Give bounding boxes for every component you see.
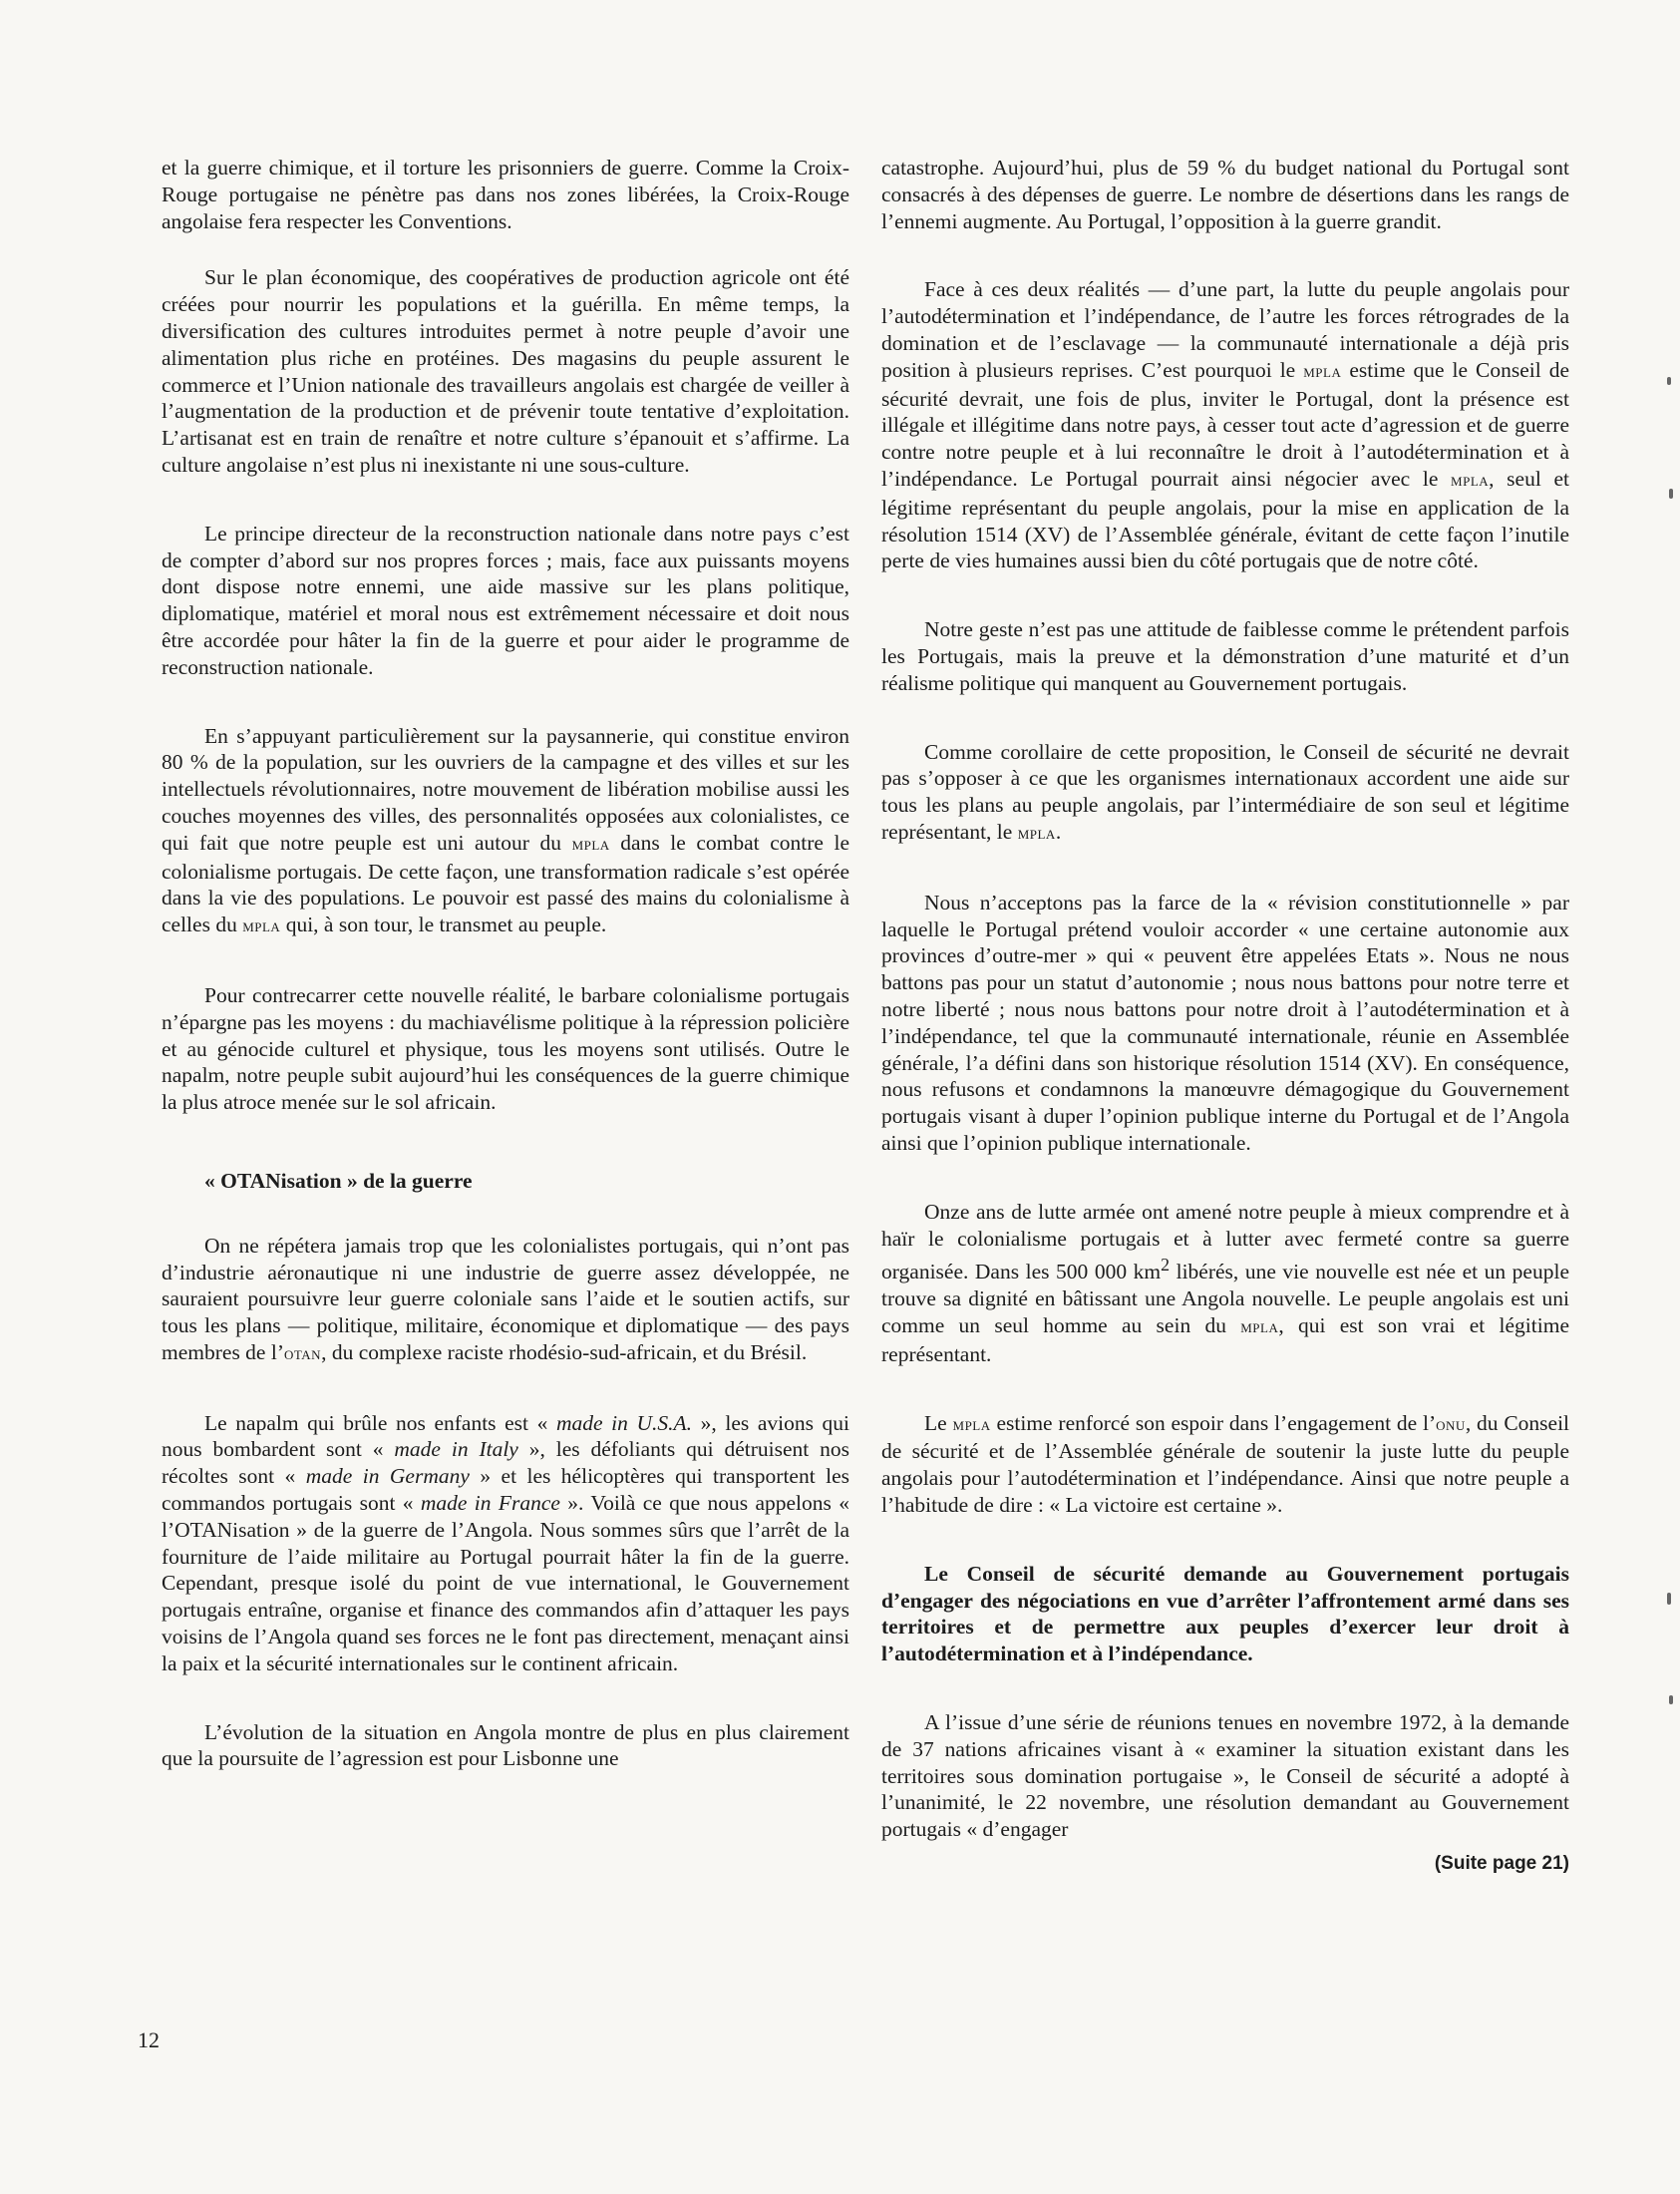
bold-statement: Le Conseil de sécurité demande au Gouvernement portugais d’engager des négociations en vue d’arrêter l’affrontement armé dans ses territoires et de permettre aux peuples d’exercer leur droit à l’autodétermination et à l’indépendance. xyxy=(881,1561,1569,1666)
text-run: En s’appuyant particulièrement sur la paysannerie, qui constitue environ 80 % de la population, sur les ouvriers de la campagne et des villes et sur les intellectuels révolutionnaires, notre mouvement de libération mobilise aussi les couches moyennes des villes, des personnalités opposées aux colonialistes, ce qui fait que notre peuple est uni autour du xyxy=(162,723,849,855)
text-run: Onze ans de lutte armée ont amené notre peuple à mieux comprendre et à haïr le colonialisme portugais et à lutter avec fermeté contre sa guerre organisée. Dans les 500 000 km xyxy=(881,1199,1569,1284)
text-run: Le napalm qui brûle nos enfants est « xyxy=(204,1410,548,1435)
scan-mark xyxy=(1669,1695,1673,1704)
paragraph: Notre geste n’est pas une attitude de faiblesse comme le prétendent parfois les Portugais, mais la preuve et la démonstration d’une maturité et d’un réalisme politique qui manquent au Gouvernement portugais. xyxy=(881,617,1569,695)
text-run: , du complexe raciste rhodésio-sud-africain, et du Brésil. xyxy=(321,1339,808,1364)
acronym-mpla: mpla xyxy=(1240,1316,1279,1338)
acronym-mpla: mpla xyxy=(1303,360,1342,382)
continued-note: (Suite page 21) xyxy=(1434,1853,1569,1874)
paragraph xyxy=(881,276,1569,574)
text-run: » et les hélicoptères qui transportent les commandos portugais sont « xyxy=(162,1464,850,1516)
acronym-mpla: mpla xyxy=(571,833,610,855)
text-run: , qui est son vrai et légitime représentant. xyxy=(881,1313,1569,1366)
text-run: , du Conseil de sécurité et de l’Assemblée générale de soutenir la juste lutte du peuple angolais pour l’autodétermination et l’indépendance. Ainsi que notre peuple a l’habitude de dire : « La victoire est certaine ». xyxy=(881,1410,1570,1518)
paragraph: A l’issue d’une série de réunions tenues en novembre 1972, à la demande de 37 nations africaines visant à « examiner la situation existant dans les territoires sous domination portugaise », le Conseil de sécurité a adopté à l’unanimité, le 22 novembre, une résolution demandant au Gouvernement portugais « d’engager xyxy=(881,1710,1569,1842)
paragraph xyxy=(162,1233,849,1368)
scan-mark xyxy=(1667,1593,1671,1605)
paragraph xyxy=(881,1410,1569,1519)
section-heading: « OTANisation » de la guerre xyxy=(204,1168,473,1193)
paragraph: Pour contrecarrer cette nouvelle réalité, le barbare colonialisme portugais n’épargne pas les moyens : du machiavélisme politique à la répression policière et au génocide culturel et physique, tous les moyens sont utilisés. Outre le napalm, notre peuple subit aujourd’hui les conséquences de la guerre chimique la plus atroce menée sur le sol africain. xyxy=(162,982,849,1115)
text-run: », les défoliants qui détruisent nos récoltes sont « xyxy=(162,1437,849,1489)
paragraph: Le principe directeur de la reconstruction nationale dans notre pays c’est de compter d’abord sur nos propres forces ; mais, face aux puissants moyens dont dispose notre ennemi, une aide massive sur les plans politique, diplomatique, matériel et moral nous est extrêmement nécessaire et doit nous être accordée pour hâter la fin de la guerre et pour aider le programme de reconstruction nationale. xyxy=(162,521,849,679)
page-number: 12 xyxy=(138,2027,160,2052)
paragraph xyxy=(162,723,849,940)
text-run: », les avions qui nous bombardent sont « xyxy=(162,1410,850,1462)
text-run: estime renforcé son espoir dans l’engagement de l’ xyxy=(996,1410,1437,1435)
paragraph xyxy=(881,1199,1569,1368)
text-run: libérés, une vie nouvelle est née et un peuple trouve sa dignité en bâtissant une Angola nouvelle. Le peuple angolais est uni comme un seul homme au sein du xyxy=(881,1260,1569,1338)
acronym-mpla: mpla xyxy=(952,1413,991,1435)
acronym-mpla: mpla xyxy=(242,915,281,937)
acronym-otan: otan xyxy=(284,1342,322,1364)
superscript: 2 xyxy=(1161,1255,1171,1276)
italic-phrase: made in Italy xyxy=(394,1437,518,1462)
paragraph: Sur le plan économique, des coopératives de production agricole ont été créées pour nourrir les populations et la guérilla. En même temps, la diversification des cultures introduites permet à notre peuple d’avoir une alimentation plus riche en protéines. Des magasins du peuple assurent le commerce et l’Union nationale des travailleurs angolais est chargée de veiller à l’augmentation de la production et de prévenir toute tentative d’exploitation. L’artisanat est en train de renaître et notre culture s’épanouit et s’affirme. La culture angolaise n’est plus ni inexistante ni une sous-culture. xyxy=(162,265,849,477)
acronym-onu: onu xyxy=(1436,1413,1466,1435)
text-run: Comme corollaire de cette proposition, le Conseil de sécurité ne devrait pas s’opposer à ce que les organismes internationaux accordent une aide sur tous les plans au peuple angolais, par l’intermédiaire de son seul et légitime représentant, le xyxy=(881,739,1569,844)
text-run: dans le combat contre le colonialisme portugais. De cette façon, une transformation radicale s’est opérée dans la vie des populations. Le pouvoir est passé des mains du colonialisme à celles du xyxy=(162,830,850,937)
text-run: estime que le Conseil de sécurité devrait, une fois de plus, inviter le Portugal, dont la présence est illégale et illégitime dans notre pays, à cesser tout acte d’agression et de guerre contre notre peuple et à lui reconnaître le droit à l’autodétermination et à l’indépendance. Le Portugal pourrait ainsi négocier avec le xyxy=(881,357,1570,491)
italic-phrase: made in Germany xyxy=(305,1464,470,1489)
text-run: , seul et légitime représentant du peuple angolais, pour la mise en application de la résolution 1514 (XV) de l’Assemblée générale, évitant de cette façon l’inutile perte de vies humaines aussi bien du côté portugais que de notre côté. xyxy=(881,466,1569,573)
paragraph: catastrophe. Aujourd’hui, plus de 59 % du budget national du Portugal sont consacrés à des dépenses de guerre. Le nombre de désertions dans les rangs de l’ennemi augmente. Au Portugal, l’opposition à la guerre grandit. xyxy=(881,156,1569,233)
acronym-mpla: mpla xyxy=(1451,469,1490,491)
italic-phrase: made in France xyxy=(420,1491,560,1516)
italic-phrase: made in U.S.A. xyxy=(555,1410,693,1435)
text-run: . xyxy=(1055,819,1062,844)
scan-mark xyxy=(1667,377,1671,385)
right-column xyxy=(881,155,1569,1878)
text-run: On ne répétera jamais trop que les colonialistes portugais, qui n’ont pas d’industrie aéronautique ni une industrie de guerre assez développée, ne sauraient poursuivre leur guerre coloniale sans l’aide et le soutien actifs, sur tous les plans — politique, militaire, économique et diplomatique — des pays membres de l’ xyxy=(162,1233,849,1364)
text-run: ». Voilà ce que nous appelons « l’OTANisation » de la guerre de l’Angola. Nous sommes sûrs que l’arrêt de la fourniture de l’aide militaire au Portugal pourrait hâter la fin de la guerre. Cependant, presque isolé du point de vue international, le Gouvernement portugais entraîne, organise et finance des commandos afin d’attaquer les pays voisins de l’Angola quand ses forces ne le font pas directement, menaçant ainsi la paix et la sécurité internationales sur le continent africain. xyxy=(162,1491,849,1675)
acronym-mpla: mpla xyxy=(1017,822,1056,844)
scan-mark xyxy=(1669,489,1673,499)
paragraph: et la guerre chimique, et il torture les prisonniers de guerre. Comme la Croix-Rouge portugaise ne pénètre pas dans nos zones libérées, la Croix-Rouge angolaise fera respecter les Conventions. xyxy=(162,156,849,233)
paragraph: Nous n’acceptons pas la farce de la « révision constitutionnelle » par laquelle le Portugal prétend vouloir accorder « une certaine autonomie aux provinces d’outre-mer » qui « peuvent être appelées Etats ». Nous ne nous battons pas pour un statut d’autonomie ; nous nous battons pour notre terre et notre liberté ; nous nous battons pour notre droit à l’autodétermination et à l’indépendance, tel que la communauté internationale, réunie en Assemblée générale, l’a défini dans son historique résolution 1514 (XV). En conséquence, nous refusons et condamnons la manœuvre démagogique du Gouvernement portugais visant à duper l’opinion publique interne du Portugal et de l’Angola ainsi que l’opinion publique internationale. xyxy=(881,890,1569,1155)
paragraph: L’évolution de la situation en Angola montre de plus en plus clairement que la poursuite de l’agression est pour Lisbonne une xyxy=(162,1719,849,1771)
left-column xyxy=(162,155,849,1802)
text-run: Face à ces deux réalités — d’une part, la lutte du peuple angolais pour l’autodétermination et l’indépendance, de l’autre les forces rétrogrades de la domination et de l’esclavage — la communauté internationale a déjà pris position à plusieurs reprises. C’est pourquoi le xyxy=(881,277,1569,382)
paragraph xyxy=(881,739,1569,848)
text-run: qui, à son tour, le transmet au peuple. xyxy=(285,913,607,937)
text-run: Le xyxy=(924,1410,947,1435)
paragraph xyxy=(162,1410,849,1677)
